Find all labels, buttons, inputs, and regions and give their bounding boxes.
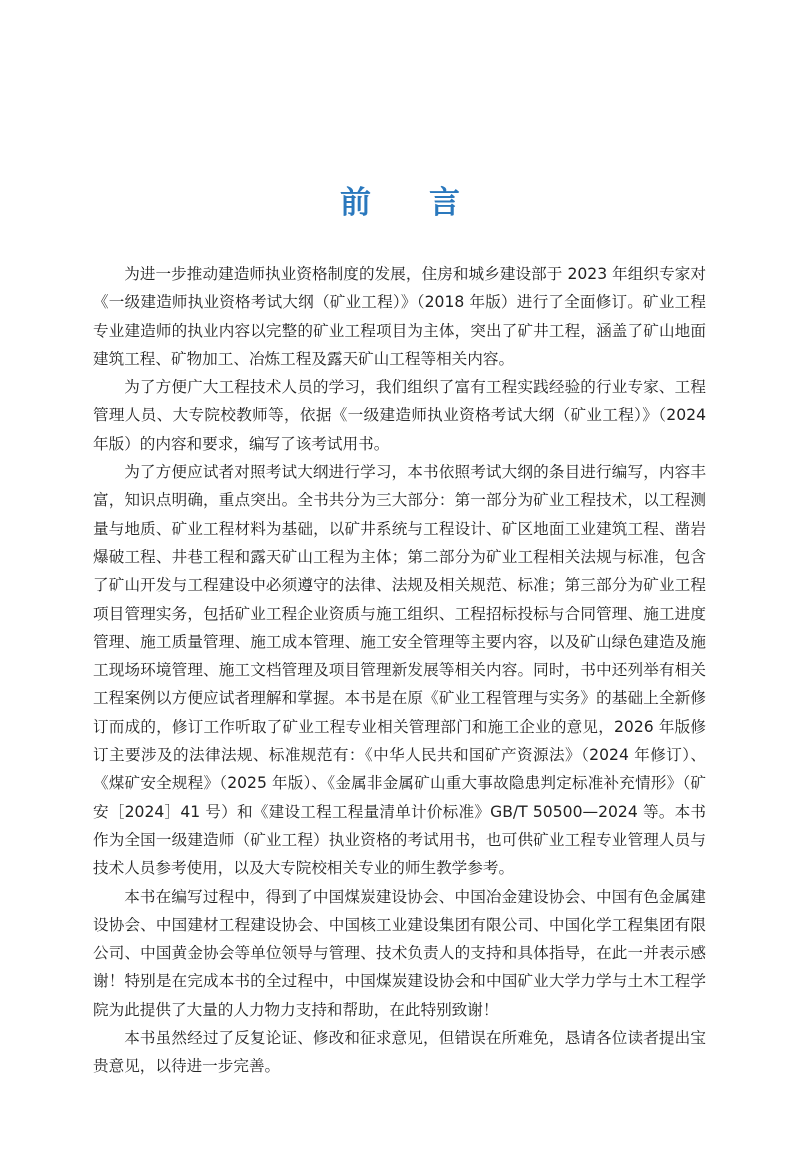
paragraph-3: 为了方便应试者对照考试大纲进行学习，本书依照考试大纲的条目进行编写，内容丰富，知识点明确，重点突出。全书共分为三大部分：第一部分为矿业工程技术，以工程测量与地质、矿业工程材料为基础，以矿井系统与工程设计、矿区地面工业建筑工程、凿岩爆破工程、井巷工程和露天矿山工程为主体；第二部分为矿业工程相关法规与标准，包含了矿山开发与工程建设中必须遵守的法律、法规及相关规范、标准；第三部分为矿业工程项目管理实务，包括矿业工程企业资质与施工组织、工程招标投标与合同管理、施工进度管理、施工质量管理、施工成本管理、施工安全管理等主要内容，以及矿山绿色建造及施工现场环境管理、施工文档管理及项目管理新发展等相关内容。同时，书中还列举有相关工程案例以方便应试者理解和掌握。本书是在原《矿业工程管理与实务》的基础上全新修订而成的，修订工作听取了矿业工程专业相关管理部门和施工企业的意见，2026 年版修订主要涉及的法律法规、标准规范有：《中华人民共和国矿产资源法》（2024 年修订）、《煤矿安全规程》（2025 年版）、《金属非金属矿山重大事故隐患判定标准补充情形》（矿安［2024］41 号）和《建设工程工程量清单计价标准》GB/T 50500—2024 等。本书作为全国一级建造师（矿业工程）执业资格的考试用书，也可供矿业工程专业管理人员与技术人员参考使用，以及大专院校相关专业的师生教学参考。 [93,463,706,878]
paragraph-5: 本书虽然经过了反复论证、修改和征求意见，但错误在所难免，恳请各位读者提出宝贵意见，以待进一步完善。 [93,1029,706,1076]
title-char-1: 前 [340,185,371,221]
paragraph-2: 为了方便广大工程技术人员的学习，我们组织了富有工程实践经验的行业专家、工程管理人员、大专院校教师等，依据《一级建造师执业资格考试大纲（矿业工程）》（2024 年版）的内容和要求，编写了该考试用书。 [93,378,706,453]
title-char-2: 言 [429,185,460,221]
paragraph-1: 为进一步推动建造师执业资格制度的发展，住房和城乡建设部于 2023 年组织专家对《一级建造师执业资格考试大纲（矿业工程）》（2018 年版）进行了全面修订。矿业工程专业建造师的执业内容以完整的矿业工程项目为主体，突出了矿井工程，涵盖了矿山地面建筑工程、矿物加工、冶炼工程及露天矿山工程等相关内容。 [93,265,706,368]
preface-body [93,260,706,1081]
page-title [0,183,800,223]
paragraph-4: 本书在编写过程中，得到了中国煤炭建设协会、中国冶金建设协会、中国有色金属建设协会、中国建材工程建设协会、中国核工业建设集团有限公司、中国化学工程集团有限公司、中国黄金协会等单位领导与管理、技术负责人的支持和具体指导，在此一并表示感谢！特别是在完成本书的全过程中，中国煤炭建设协会和中国矿业大学力学与土木工程学院为此提供了大量的人力物力支持和帮助，在此特别致谢！ [93,887,706,1019]
